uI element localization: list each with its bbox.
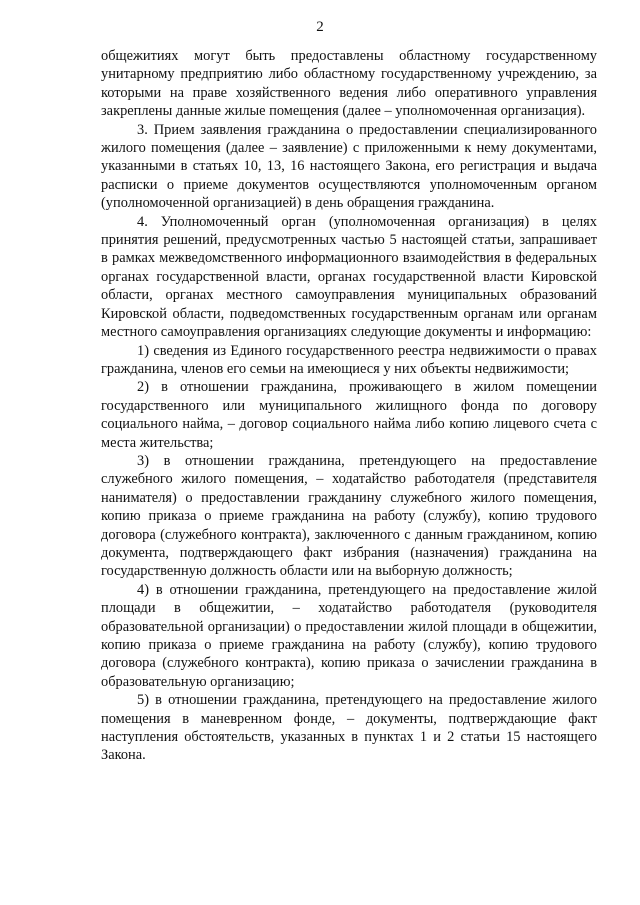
paragraph-item-3: 3. Прием заявления гражданина о предоставлении специализированного жилого помещения (далее – заявление) с приложенными к нему документами, указанными в статьях 10, 13, 16 настоящего Закона, его регистрация и выдача расписки о приеме документов осуществляются уполномоченным органом (уполномоченной организацией) в день обращения гражданина. [101, 121, 597, 212]
list-item-3: 3) в отношении гражданина, претендующего на предоставление служебного жилого помещения, – ходатайство работодателя (представителя нанимателя) о предоставлении гражданину служебного жилого помещения, копию приказа о приеме гражданина на работу (службу), копию трудового договора (служебного контракта), заключенного с данным гражданином, копию документа, подтверждающего факт избрания (назначения) гражданина на государственную должность области или на выборную должность; [101, 452, 597, 580]
list-item-2: 2) в отношении гражданина, проживающего в жилом помещении государственного или муниципального жилищного фонда по договору социального найма, – договор социального найма либо копию лицевого счета с места жительства; [101, 379, 597, 451]
list-item-4: 4) в отношении гражданина, претендующего на предоставление жилой площади в общежитии, – ходатайство работодателя (руководителя образовательной организации) о предоставлении жилой площади в общежитии, копию приказа о приеме гражданина на работу (службу), копию трудового договора (служебного контракта), копию приказа о зачислении гражданина в образовательную организацию; [101, 581, 597, 690]
list-item-1: 1) сведения из Единого государственного реестра недвижимости о правах гражданина, членов его семьи на имеющиеся у них объекты недвижимости; [101, 342, 597, 377]
document-body [101, 47, 597, 765]
paragraph-item-4: 4. Уполномоченный орган (уполномоченная организация) в целях принятия решений, предусмотренных частью 5 настоящей статьи, запрашивает в рамках межведомственного информационного взаимодействия в федеральных органах государственной власти, органах государственной власти Кировской области, органах местного самоуправления муниципальных образований Кировской области, подведомственных государственным органам или органам местного самоуправления организациях следующие документы и информацию: [101, 213, 597, 341]
page-number: 2 [316, 19, 324, 35]
paragraph-continuation: общежитиях могут быть предоставлены областному государственному унитарному предприятию либо областному государственному учреждению, за которыми на праве хозяйственного ведения либо оперативного управления закреплены данные жилые помещения (далее – уполномоченная организация). [101, 48, 597, 120]
list-item-5: 5) в отношении гражданина, претендующего на предоставление жилого помещения в маневренном фонде, – документы, подтверждающие факт наступления обстоятельств, указанных в пунктах 1 и 2 статьи 15 настоящего Закона. [101, 692, 597, 764]
